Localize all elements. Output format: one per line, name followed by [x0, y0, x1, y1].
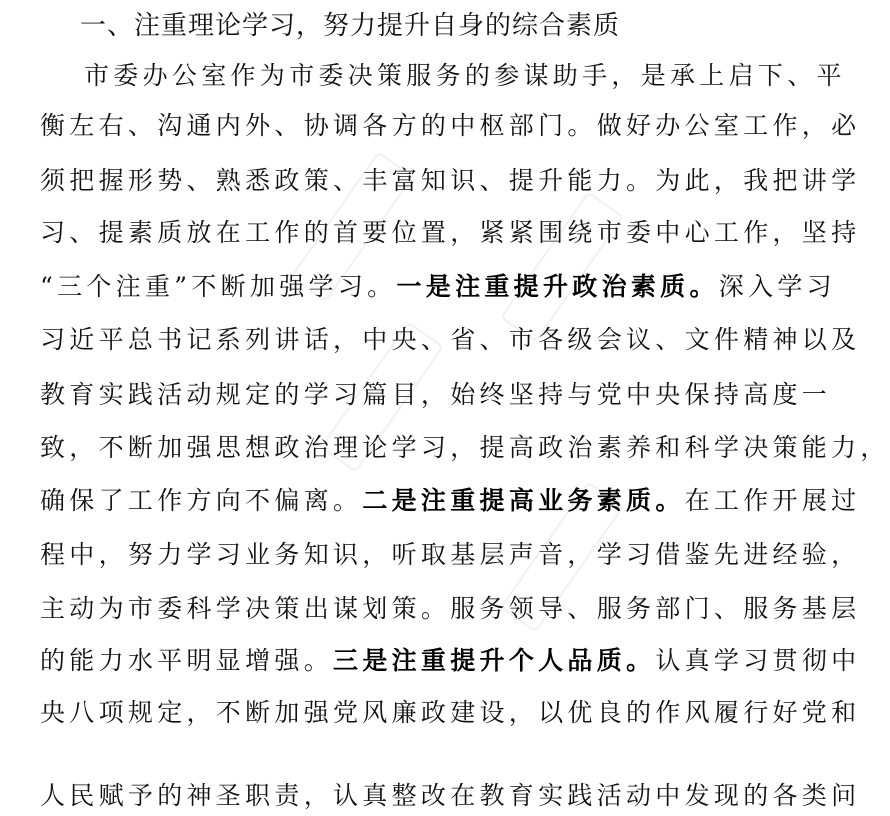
- bold-phrase: 二是注重提高业务素质。: [362, 486, 685, 515]
- bold-phrase: 一是注重提升政治素质。: [396, 272, 719, 301]
- paragraph-line: [40, 428, 890, 468]
- section-heading: 一、注重理论学习，努力提升自身的综合素质: [80, 11, 621, 41]
- paragraph-line: [40, 267, 836, 307]
- bold-phrase: 三是注重提升个人品质。: [333, 646, 656, 675]
- text-run: 市委办公室作为市委决策服务的参谋助手，是承上启下、平: [84, 61, 846, 90]
- text-run: 衡左右、沟通内外、协调各方的中枢部门。做好办公室工作，必: [40, 111, 861, 140]
- text-run: 程中，努力学习业务知识，听取基层声音，学习借鉴先进经验，: [40, 540, 861, 569]
- text-run: 习近平总书记系列讲话，中央、省、市各级会议、文件精神以及: [40, 325, 861, 354]
- text-run: 教育实践活动规定的学习篇目，始终坚持与党中央保持高度一: [40, 380, 832, 409]
- text-run: 深入学习: [718, 272, 836, 301]
- text-run: 认真学习贯彻中: [655, 646, 861, 675]
- paragraph-line: [40, 693, 861, 733]
- paragraph-line: [40, 213, 861, 253]
- paragraph-line: [40, 535, 861, 575]
- paragraph-line: [40, 320, 861, 360]
- text-run: 确保了工作方向不偏离。: [40, 486, 363, 515]
- paragraph-line: [40, 481, 861, 521]
- text-run: “三个注重”不断加强学习。: [40, 272, 397, 301]
- paragraph-line: [40, 589, 861, 629]
- text-run: 在工作开展过: [684, 486, 861, 515]
- text-run: 须把握形势、熟悉政策、丰富知识、提升能力。为此，我把讲学: [40, 166, 861, 195]
- paragraph-line: [40, 641, 861, 681]
- paragraph-line: [40, 161, 861, 201]
- paragraph-line: [40, 375, 832, 415]
- text-run: 央八项规定，不断加强党风廉政建设，以优良的作风履行好党和: [40, 698, 861, 727]
- text-run: 的能力水平明显增强。: [40, 646, 334, 675]
- text-run: 主动为市委科学决策出谋划策。服务领导、服务部门、服务基层: [40, 594, 861, 623]
- paragraph-line: [40, 106, 861, 146]
- text-run: 习、提素质放在工作的首要位置，紧紧围绕市委中心工作，坚持: [40, 218, 861, 247]
- text-run: 致，不断加强思想政治理论学习，提高政治素养和科学决策能力，: [40, 433, 890, 462]
- paragraph-line: [84, 56, 846, 96]
- cut-off-line: 人民赋予的神圣职责，认真整改在教育实践活动中发现的各类问: [40, 781, 861, 810]
